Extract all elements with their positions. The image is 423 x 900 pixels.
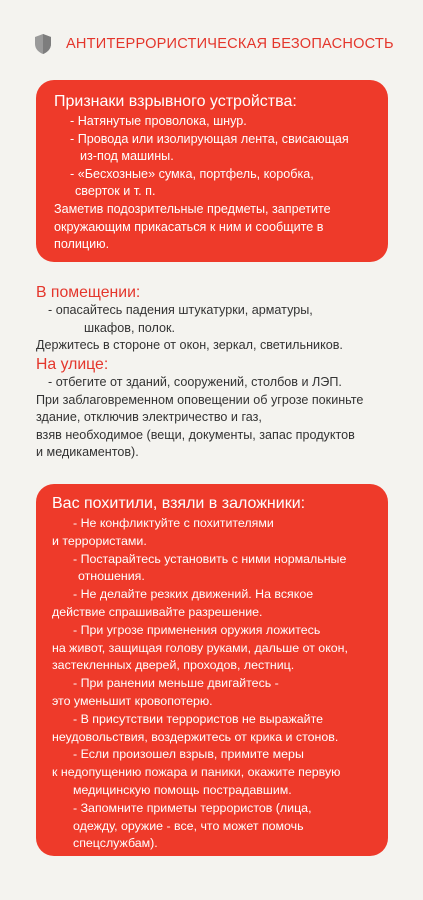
page-header bbox=[34, 30, 404, 58]
list-item: на живот, защищая голову руками, дальше от окон, bbox=[52, 640, 348, 655]
section-title: В помещении: bbox=[36, 284, 141, 301]
card-title: Вас похитили, взяли в заложники: bbox=[52, 495, 306, 512]
list-item: - отбегите от зданий, сооружений, столбов и ЛЭП. bbox=[48, 375, 342, 389]
list-item: - При ранении меньше двигайтесь - bbox=[73, 676, 279, 691]
list-item: одежду, оружие - все, что может помочь bbox=[73, 818, 304, 833]
paragraph-line: Заметив подозрительные предметы, запретите bbox=[54, 201, 331, 216]
list-item: спецслужбам). bbox=[73, 836, 158, 851]
section-title: На улице: bbox=[36, 356, 109, 373]
list-item: - опасайтесь падения штукатурки, арматуры, bbox=[48, 303, 313, 317]
paragraph-line: и медикаментов). bbox=[36, 445, 139, 460]
paragraph-line: При заблаговременном оповещении об угрозе покиньте bbox=[36, 392, 364, 407]
list-item: - «Бесхозные» сумка, портфель, коробка, bbox=[70, 166, 314, 181]
list-item: из-под машины. bbox=[80, 149, 174, 164]
list-item: сверток и т. п. bbox=[75, 184, 156, 199]
list-item: это уменьшит кровопотерю. bbox=[52, 693, 213, 708]
paragraph-line: взяв необходимое (вещи, документы, запас продуктов bbox=[36, 427, 355, 442]
list-item: - Натянутые проволока, шнур. bbox=[70, 114, 247, 128]
paragraph-line: полицию. bbox=[54, 237, 110, 252]
list-item: неудовольствия, воздержитесь от крика и стонов. bbox=[52, 729, 339, 744]
explosive-device-signs-card bbox=[36, 80, 388, 262]
list-item: - Постарайтесь установить с ними нормальные bbox=[73, 551, 347, 566]
paragraph-line: окружающим прикасаться к ним и сообщите в bbox=[54, 219, 324, 234]
shield-icon bbox=[34, 33, 52, 55]
paragraph-line: Держитесь в стороне от окон, зеркал, светильников. bbox=[36, 338, 343, 353]
list-item: медицинскую помощь пострадавшим. bbox=[73, 782, 292, 797]
page-title: АНТИТЕРРОРИСТИЧЕСКАЯ БЕЗОПАСНОСТЬ bbox=[66, 36, 394, 52]
list-item: - Провода или изолирующая лента, свисающая bbox=[70, 131, 349, 146]
outdoors-section bbox=[36, 355, 406, 462]
hostage-card bbox=[36, 484, 388, 856]
list-item: застекленных дверей, проходов, лестниц. bbox=[52, 658, 295, 673]
list-item: - Если произошел взрыв, примите меры bbox=[73, 747, 304, 762]
list-item: - При угрозе применения оружия ложитесь bbox=[73, 622, 321, 637]
list-item: - Не делайте резких движений. На всякое bbox=[73, 587, 314, 602]
list-item: и террористами. bbox=[52, 533, 147, 548]
paragraph-line: здание, отключив электричество и газ, bbox=[36, 410, 262, 425]
list-item: - В присутствии террористов не выражайте bbox=[73, 711, 323, 726]
indoors-section bbox=[36, 283, 406, 355]
list-item: к недопущению пожара и паники, окажите первую bbox=[52, 765, 341, 780]
list-item: отношения. bbox=[78, 569, 145, 584]
list-item: - Не конфликтуйте с похитителями bbox=[73, 516, 274, 530]
list-item: - Запомните приметы террористов (лица, bbox=[73, 800, 312, 815]
card-title: Признаки взрывного устройства: bbox=[54, 93, 297, 110]
list-item: шкафов, полок. bbox=[84, 320, 175, 335]
list-item: действие спрашивайте разрешение. bbox=[52, 604, 263, 619]
